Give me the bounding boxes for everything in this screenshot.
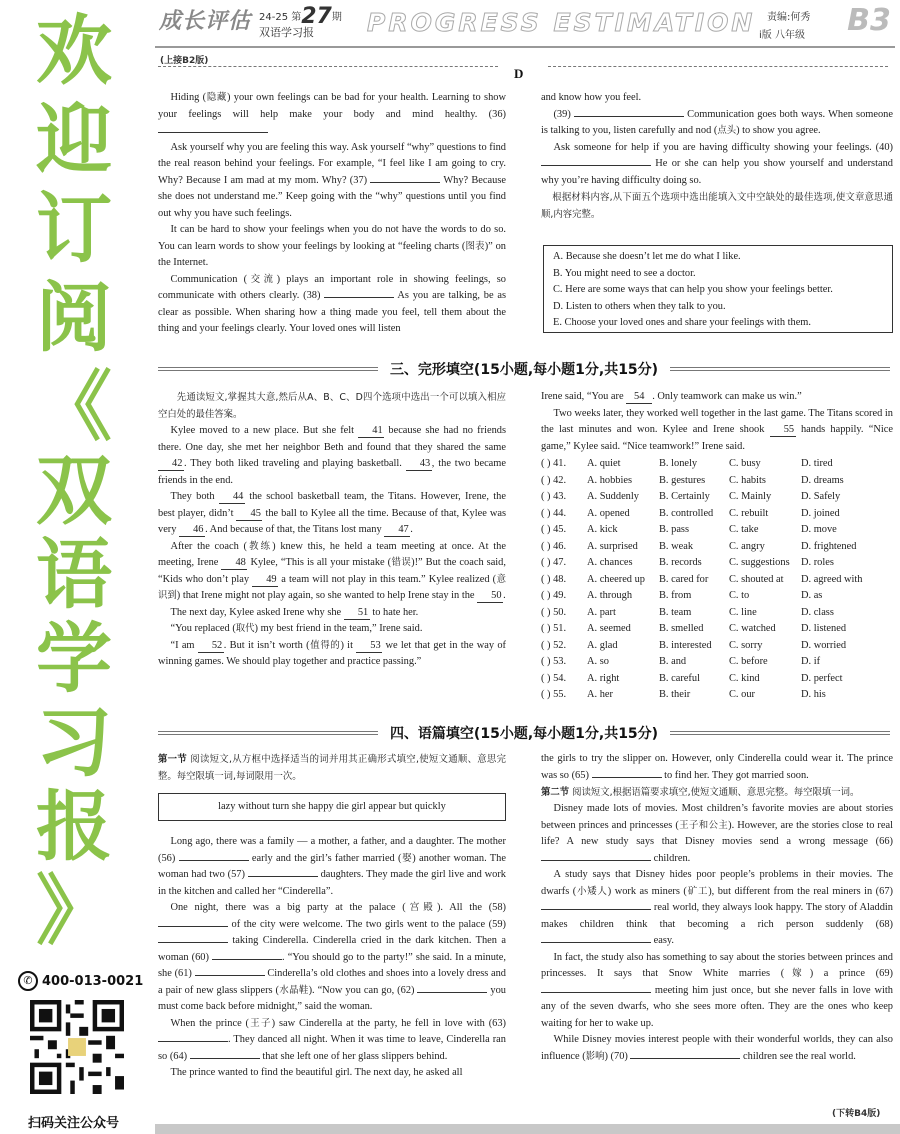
section-title: 三、完形填空(15小题,每小题1分,共15分) bbox=[389, 362, 659, 378]
option-c[interactable]: C. kind bbox=[729, 672, 760, 684]
dashed-divider bbox=[158, 66, 498, 67]
paragraph: Two weeks later, they worked well together in the last game. The Titans scored in the last minutes and won. Kylee and Irene shook 55 hands happily. “Nice game,” Kylee said. “Nice teamwork!” Irene said. bbox=[541, 407, 893, 452]
option-b[interactable]: B. controlled bbox=[659, 507, 714, 519]
option-item: C. Here are some ways that can help you show your feelings better. bbox=[553, 284, 833, 295]
option-a[interactable]: A. through bbox=[587, 590, 633, 601]
question-row bbox=[541, 638, 893, 655]
paragraph: In fact, the study also has something to say about the stories between princes and princesses. It says that Snow White marries (嫁) a prince (69) meeting him just once, but she never falls in love with any of the seven dwarfs, who she sees more often. They are the ones who keep waiting for her to wake up. bbox=[541, 951, 893, 1029]
paragraph: One night, there was a big party at the palace (宫殿). All the (58) of the city were welcome. The two girls went to the palace (59) taking Cinderella. Cinderella cried in the dark kitchen. Then a woman (60) . “You should go to the party!” she said. In a minute, she (61) Cinderella’s old clothes and shoes into a lovely dress and a pair of new glass slippers (水晶鞋). “Now you can go, (62) you must come back before midnight,” said the woman. bbox=[158, 902, 507, 1012]
answer-blank[interactable]: 49 bbox=[252, 573, 278, 587]
answer-blank[interactable] bbox=[212, 959, 282, 960]
question-number: ( ) 42. bbox=[541, 474, 567, 486]
option-c[interactable]: C. line bbox=[729, 606, 757, 618]
phone-number[interactable] bbox=[18, 971, 143, 991]
question-row bbox=[541, 572, 893, 589]
sidebar-char: 双 bbox=[36, 446, 112, 535]
paragraph: A study says that Disney hides poor people’s problems in their movies. The dwarfs (小矮人) work as miners (矿工), but different from the real miners in (67) real world, they always look happy. The story of Aladdin makes children think that becoming a rich person suddenly (68) easy. bbox=[541, 869, 893, 946]
sidebar-char: 阅 bbox=[36, 273, 112, 362]
option-d[interactable]: D. as bbox=[801, 590, 823, 601]
answer-blank[interactable] bbox=[417, 992, 487, 993]
phone-text: 400-013-0021 bbox=[42, 973, 144, 989]
option-a[interactable]: A. so bbox=[587, 656, 609, 667]
section-header bbox=[158, 358, 890, 380]
option-c[interactable]: C. take bbox=[729, 524, 759, 535]
question-number: ( ) 54. bbox=[541, 672, 567, 684]
question-number: ( ) 53. bbox=[541, 656, 567, 667]
paragraph: Communication (交流) plays an important role in showing feelings, so communicate with others clearly. (38) As you are talking, be as clear as possible. When sharing how a thing made you feel, tell them about the thing and your feelings clearly. Your loved ones will listen bbox=[158, 273, 506, 334]
option-c[interactable]: C. sorry bbox=[729, 639, 763, 651]
option-d[interactable]: D. perfect bbox=[801, 672, 843, 684]
question-number: ( ) 51. bbox=[541, 623, 567, 634]
paragraph: Disney made lots of movies. Most children’s favorite movies are about stories between princes and princesses (王子和公主). However, are the stories close to real life? A new study says that Disney movies send a wrong message (66) children. bbox=[541, 803, 893, 864]
answer-blank[interactable] bbox=[541, 860, 651, 861]
answer-blank[interactable] bbox=[190, 1058, 260, 1059]
section4-instruction bbox=[158, 751, 506, 785]
option-item: E. Choose your loved ones and share your feelings with them. bbox=[553, 317, 811, 328]
question-number: ( ) 46. bbox=[541, 540, 567, 552]
option-c[interactable]: C. before bbox=[729, 656, 768, 667]
instruction: 第一节 阅读短文,从方框中选择适当的词并用其正确形式填空,使短文通顺、意思完整。每空限填一词,每词限用一次。 bbox=[158, 754, 506, 782]
sidebar-char: 《 bbox=[36, 362, 112, 451]
answer-blank[interactable]: 51 bbox=[344, 606, 370, 620]
section-header bbox=[158, 722, 890, 744]
option-d[interactable]: D. tired bbox=[801, 458, 833, 469]
question-number: ( ) 50. bbox=[541, 606, 567, 618]
continued-to-note: (下转B4版) bbox=[832, 1109, 881, 1119]
option-c[interactable]: C. busy bbox=[729, 458, 761, 469]
option-b[interactable]: B. team bbox=[659, 606, 692, 618]
multiple-choice-list bbox=[541, 456, 893, 704]
sidebar-char: 欢 bbox=[36, 6, 112, 95]
answer-blank[interactable]: 48 bbox=[221, 556, 247, 570]
option-a[interactable]: A. right bbox=[587, 672, 620, 684]
paragraph: It can be hard to show your feelings when you do not have the words to do so. You can learn words to show your feelings by looking at “feeling charts (图表)” on the Internet. bbox=[158, 224, 506, 268]
question-row bbox=[541, 621, 893, 638]
option-c[interactable]: C. rebuilt bbox=[729, 507, 769, 519]
sidebar-char: 习 bbox=[36, 698, 112, 787]
option-b[interactable]: B. interested bbox=[659, 639, 712, 651]
option-a[interactable]: A. part bbox=[587, 606, 616, 618]
answer-blank[interactable] bbox=[370, 182, 440, 183]
paragraph: “You replaced (取代) my best friend in the team,” Irene said. bbox=[170, 623, 423, 634]
question-number: ( ) 43. bbox=[541, 491, 567, 502]
instruction: 先通读短文,掌握其大意,然后从A、B、C、D四个选项中选出一个可以填入相应空白处的最佳答案。 bbox=[158, 392, 506, 420]
question-number: ( ) 55. bbox=[541, 689, 567, 700]
footer-bar bbox=[155, 1124, 900, 1134]
issue-number: 24-25 第27期 bbox=[259, 4, 342, 29]
cloze-passage-left bbox=[158, 389, 506, 671]
question-row bbox=[541, 456, 893, 473]
option-b[interactable]: B. from bbox=[659, 590, 692, 601]
question-row bbox=[541, 605, 893, 622]
question-row bbox=[541, 687, 893, 704]
option-a[interactable]: A. surprised bbox=[587, 540, 638, 552]
question-number: ( ) 48. bbox=[541, 573, 567, 585]
question-row bbox=[541, 654, 893, 671]
instruction: 第二节 阅读短文,根据语篇要求填空,使短文通顺、意思完整。每空限填一词。 bbox=[541, 787, 860, 798]
answer-blank[interactable] bbox=[574, 116, 684, 117]
question-number: ( ) 52. bbox=[541, 639, 567, 651]
passage-d-left bbox=[158, 90, 506, 338]
option-c[interactable]: C. angry bbox=[729, 540, 765, 552]
word-bank-box: lazy without turn she happy die girl appear but quickly bbox=[158, 793, 506, 821]
question-number: ( ) 44. bbox=[541, 507, 567, 519]
answer-blank[interactable]: 47 bbox=[384, 523, 410, 537]
answer-blank[interactable] bbox=[630, 1058, 740, 1059]
option-b[interactable]: B. weak bbox=[659, 540, 694, 552]
option-a[interactable]: A. seemed bbox=[587, 623, 631, 634]
option-d[interactable]: D. move bbox=[801, 524, 837, 535]
question-row bbox=[541, 522, 893, 539]
option-d[interactable]: D. class bbox=[801, 606, 834, 618]
question-number: ( ) 49. bbox=[541, 590, 567, 601]
question-row bbox=[541, 539, 893, 556]
sidebar-char: 》 bbox=[36, 866, 112, 955]
question-row bbox=[541, 506, 893, 523]
sidebar-char: 订 bbox=[36, 184, 112, 273]
option-c[interactable]: C. watched bbox=[729, 623, 776, 634]
option-item: B. You might need to see a doctor. bbox=[553, 267, 696, 279]
option-a[interactable]: A. kick bbox=[587, 524, 618, 535]
cinderella-passage bbox=[158, 834, 506, 1082]
option-c[interactable]: C. to bbox=[729, 590, 750, 601]
header-divider bbox=[155, 46, 895, 48]
option-item: D. Listen to others when they talk to you. bbox=[553, 300, 726, 312]
answer-blank[interactable] bbox=[541, 165, 651, 166]
option-c[interactable]: C. suggestions bbox=[729, 557, 790, 568]
option-c[interactable]: C. habits bbox=[729, 474, 766, 486]
option-b[interactable]: B. cared for bbox=[659, 573, 709, 585]
answer-blank[interactable]: 54 bbox=[626, 390, 652, 404]
answer-blank[interactable] bbox=[158, 132, 268, 133]
option-c[interactable]: C. Mainly bbox=[729, 491, 772, 502]
option-d[interactable]: D. if bbox=[801, 656, 821, 667]
sidebar-char: 迎 bbox=[36, 95, 112, 184]
option-d[interactable]: D. dreams bbox=[801, 474, 844, 486]
cloze-passage-right bbox=[541, 389, 893, 455]
answer-blank[interactable]: 44 bbox=[219, 490, 245, 504]
disney-passage bbox=[541, 751, 893, 1065]
option-d[interactable]: D. frightened bbox=[801, 540, 857, 552]
answer-blank[interactable]: 41 bbox=[358, 424, 384, 438]
paragraph: They both 44 the school basketball team, the Titans. However, Irene, the best player, didn’t 45 the ball to Kylee all the time. Because of that, Kylee was very 46 . And because of that, the Titans lost many 47 . bbox=[158, 491, 506, 535]
phone-icon: ✆ bbox=[18, 971, 38, 991]
page-code: B3 bbox=[847, 3, 891, 38]
sidebar-char: 报 bbox=[36, 782, 112, 871]
paragraph: Hiding (隐藏) your own feelings can be bad for your health. Learning to show your feelings will help make your body and mind healthy. (36) bbox=[158, 90, 506, 140]
progress-estimation-banner: PROGRESS ESTIMATION bbox=[367, 8, 756, 37]
option-b[interactable]: B. smelled bbox=[659, 623, 704, 634]
subscription-sidebar bbox=[0, 0, 148, 1134]
question-row bbox=[541, 671, 893, 688]
answer-blank[interactable]: 46 bbox=[179, 523, 205, 537]
sidebar-char: 学 bbox=[36, 614, 112, 703]
paragraph: The next day, Kylee asked Irene why she 51 to hate her. bbox=[170, 606, 419, 618]
answer-blank[interactable] bbox=[158, 1041, 228, 1042]
option-c[interactable]: C. our bbox=[729, 689, 755, 700]
options-box bbox=[543, 245, 893, 333]
answer-blank[interactable] bbox=[158, 942, 228, 943]
option-d[interactable]: D. roles bbox=[801, 557, 834, 568]
paragraph: Kylee moved to a new place. But she felt 41 because she had no friends there. One day, she met her neighbor Beth and found that they shared the same 42 . They both liked traveling and playing basketball. 43 , the two became friends in the end. bbox=[158, 425, 507, 486]
question-number: ( ) 45. bbox=[541, 524, 567, 535]
paragraph: After the coach (教练) knew this, he held a team meeting at once. At the meeting, Irene 48 Kylee, “This is all your mistake (错误)!” But the coach said, “Kids who don’t play 49 a team will not play in this team.” Kylee realized (意识到) that Irene might not play again, so she wanted to help Irene stay in the 50 . bbox=[158, 540, 506, 601]
option-c[interactable]: C. shouted at bbox=[729, 573, 784, 585]
option-b[interactable]: B. careful bbox=[659, 672, 700, 684]
answer-blank[interactable] bbox=[324, 297, 394, 298]
answer-blank[interactable]: 45 bbox=[236, 507, 262, 521]
answer-blank[interactable] bbox=[592, 777, 662, 778]
option-b[interactable]: B. their bbox=[659, 689, 691, 700]
option-a[interactable]: A. hobbies bbox=[587, 474, 633, 486]
answer-blank[interactable]: 43 bbox=[406, 457, 432, 471]
paragraph: Ask someone for help if you are having difficulty showing your feelings. (40) He or she can help you show yourself and understand why you’re having difficulty doing so. bbox=[541, 141, 893, 186]
option-b[interactable]: B. pass bbox=[659, 524, 690, 535]
option-d[interactable]: D. joined bbox=[801, 507, 840, 519]
paragraph: “I am 52 . But it isn’t worth (值得的) it 53 we let that get in the way of winning games. We should play together and practice passing.” bbox=[158, 639, 506, 667]
option-a[interactable]: A. opened bbox=[587, 507, 630, 519]
paragraph: While Disney movies interest people with their wonderful worlds, they can also influence (影响) (70) children see the real world. bbox=[541, 1034, 893, 1062]
answer-blank[interactable] bbox=[541, 909, 651, 910]
passage-d-label: D bbox=[514, 66, 524, 81]
answer-blank[interactable] bbox=[179, 860, 249, 861]
option-a[interactable]: A. quiet bbox=[587, 458, 621, 469]
option-b[interactable]: B. gestures bbox=[659, 474, 706, 486]
brand-logo: 成长评估 bbox=[159, 9, 252, 34]
option-a[interactable]: A. glad bbox=[587, 639, 618, 651]
option-b[interactable]: B. lonely bbox=[659, 458, 698, 469]
qr-caption: 扫码关注公众号 bbox=[28, 1116, 120, 1131]
continued-from-note: (上接B2版) bbox=[160, 56, 209, 66]
paragraph: The prince wanted to find the beautiful girl. The next day, he asked all bbox=[170, 1067, 463, 1078]
option-a[interactable]: A. chances bbox=[587, 557, 633, 568]
question-row bbox=[541, 588, 893, 605]
option-a[interactable]: A. cheered up bbox=[587, 573, 645, 585]
qr-code-icon[interactable] bbox=[30, 1000, 124, 1094]
question-row bbox=[541, 473, 893, 490]
paragraph: Long ago, there was a family — a mother, a father, and a daughter. The mother (56) early and the girl’s father married (娶) another woman. The woman had two (57) daughters. They made the girl live and work in the kitchen and called her “Cinderella”. bbox=[158, 836, 506, 897]
paper-name: 双语学习报 bbox=[259, 26, 314, 39]
paragraph: the girls to try the slipper on. However, only Cinderella could wear it. The prince was so (65) to find her. They got married soon. bbox=[541, 753, 893, 781]
option-b[interactable]: B. Certainly bbox=[659, 491, 710, 502]
question-row bbox=[541, 489, 893, 506]
answer-blank[interactable]: 42 bbox=[158, 457, 184, 471]
question-number: ( ) 41. bbox=[541, 458, 567, 469]
option-d[interactable]: D. Safely bbox=[801, 491, 841, 502]
edition-label: i版 八年级 bbox=[759, 30, 805, 41]
paragraph: Ask yourself why you are feeling this way. Ask yourself “why” questions to find the real reason behind your feelings. For example, “I feel like I am going to cry. Why? Because I am mad at my mom. Why? (37) Why? Because she does not understand me.” Keep going with the “why” questions until you find out why you have such feelings. bbox=[158, 141, 506, 219]
answer-blank[interactable]: 53 bbox=[356, 639, 382, 653]
instruction: 根据材料内容,从下面五个选项中选出能填入文中空缺处的最佳选项,使文章意思通顺,内容完整。 bbox=[541, 192, 893, 220]
option-b[interactable]: B. and bbox=[659, 656, 687, 667]
paragraph: When the prince (王子) saw Cinderella at the party, he fell in love with (63) . They danced all night. When it was time to leave, Cinderella ran so (64) that she left one of her glass slippers behind. bbox=[158, 1017, 507, 1062]
page-header bbox=[155, 0, 900, 48]
paragraph: Irene said, “You are 54 . Only teamwork can make us win.” bbox=[541, 391, 802, 402]
answer-blank[interactable] bbox=[158, 926, 228, 927]
answer-blank[interactable] bbox=[541, 942, 651, 943]
option-item: A. Because she doesn’t let me do what I like. bbox=[553, 251, 741, 262]
editor-credit: 责编:何秀 bbox=[767, 12, 811, 23]
option-b[interactable]: B. records bbox=[659, 557, 702, 568]
option-d[interactable]: D. his bbox=[801, 689, 826, 700]
paragraph: (39) Communication goes both ways. When someone is talking to you, listen carefully and nod (点头) to show you agree. bbox=[541, 108, 893, 136]
question-row bbox=[541, 555, 893, 572]
sidebar-char: 语 bbox=[36, 530, 112, 619]
answer-blank[interactable] bbox=[541, 992, 651, 993]
paragraph: and know how you feel. bbox=[541, 92, 642, 103]
section-title: 四、语篇填空(15小题,每小题1分,共15分) bbox=[389, 726, 659, 742]
answer-blank[interactable] bbox=[195, 975, 265, 976]
answer-blank[interactable] bbox=[248, 876, 318, 877]
option-a[interactable]: A. her bbox=[587, 689, 613, 700]
answer-blank[interactable]: 50 bbox=[477, 589, 503, 603]
dashed-divider bbox=[548, 66, 888, 67]
option-d[interactable]: D. worried bbox=[801, 639, 847, 651]
option-a[interactable]: A. Suddenly bbox=[587, 491, 639, 502]
answer-blank[interactable]: 52 bbox=[198, 639, 224, 653]
option-d[interactable]: D. agreed with bbox=[801, 573, 863, 585]
answer-blank[interactable]: 55 bbox=[770, 423, 796, 437]
option-d[interactable]: D. listened bbox=[801, 623, 847, 634]
question-number: ( ) 47. bbox=[541, 557, 567, 568]
passage-d-right bbox=[541, 90, 893, 223]
